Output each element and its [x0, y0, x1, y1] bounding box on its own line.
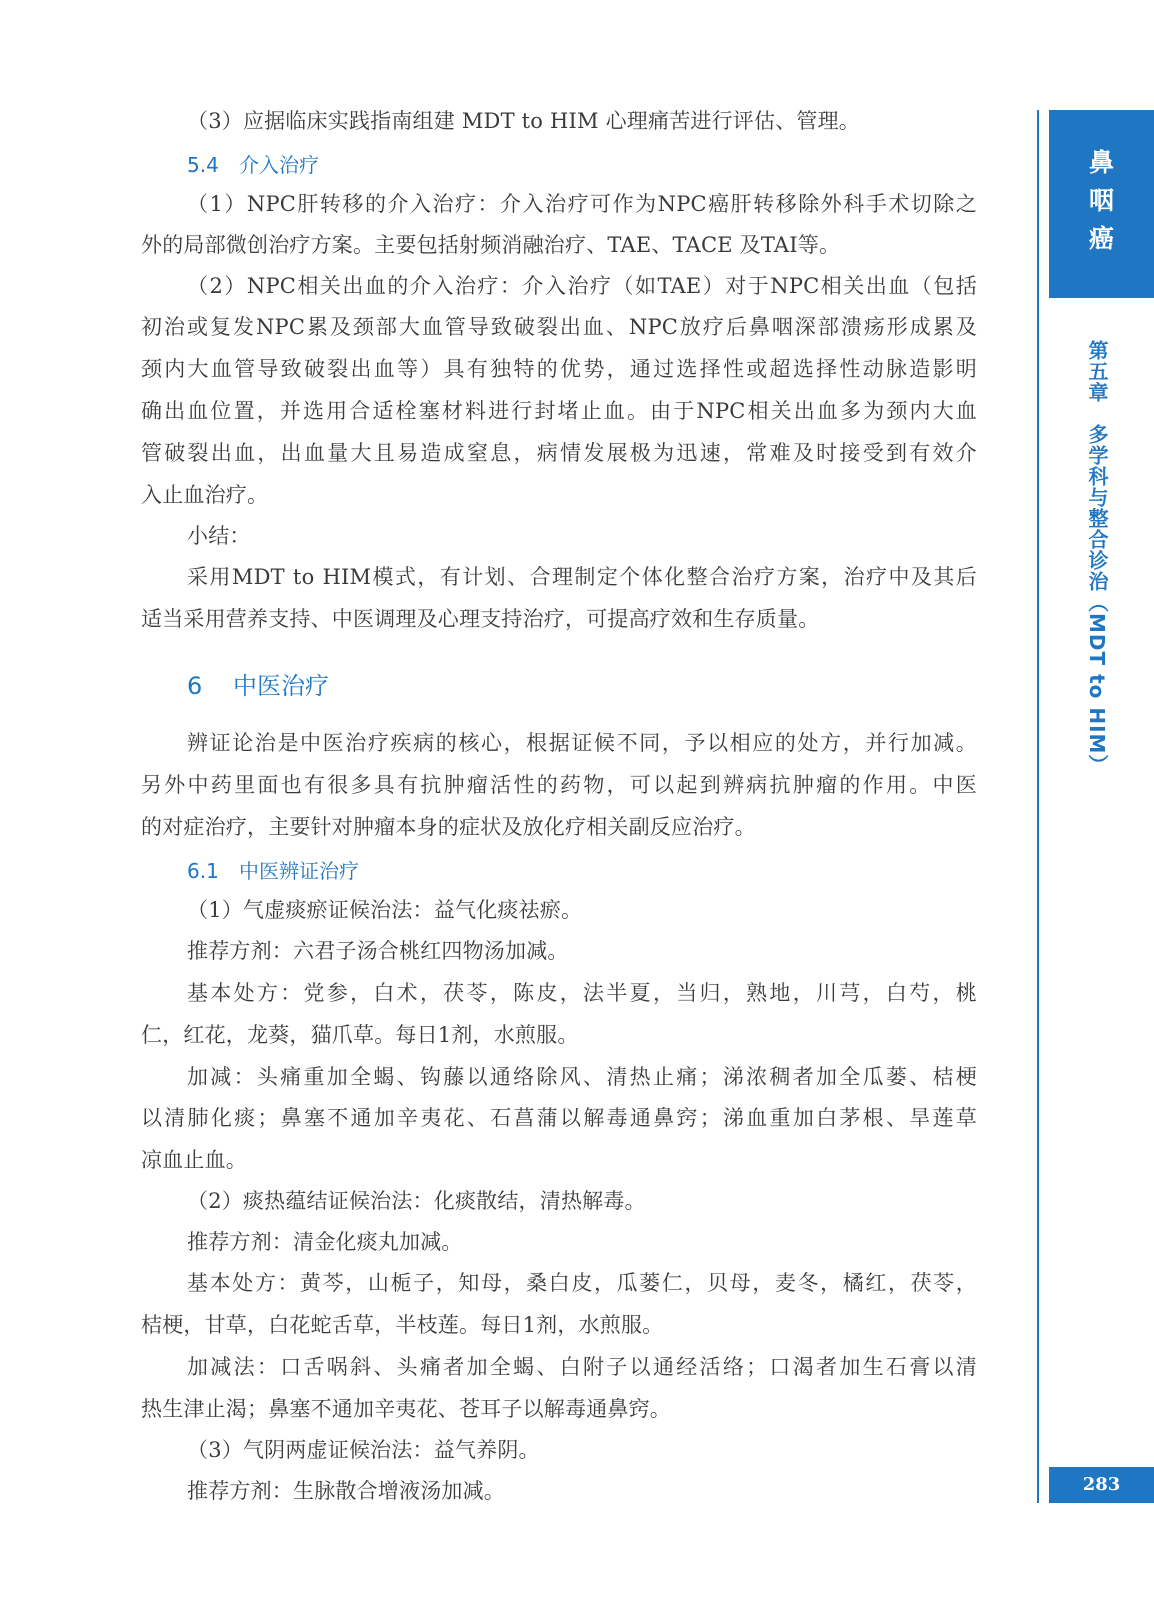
section-heading-5-4	[187, 149, 319, 178]
paragraph-line: 采用MDT to HIM模式，有计划、合理制定个体化整合治疗方案，治疗中及其后	[187, 565, 977, 589]
paragraph-line: 以清肺化痰；鼻塞不通加辛夷花、石菖蒲以解毒通鼻窍；涕血重加白茅根、旱莲草	[141, 1106, 977, 1130]
paragraph-line: （3）气阴两虚证候治法：益气养阴。	[187, 1438, 540, 1462]
margin-rule	[1037, 110, 1039, 1503]
paragraph-line: 颈内大血管导致破裂出血等）具有独特的优势，通过选择性或超选择性动脉造影明	[141, 357, 977, 381]
paragraph-line: 桔梗，甘草，白花蛇舌草，半枝莲。每日1剂，水煎服。	[141, 1313, 664, 1337]
paragraph-line: 确出血位置，并选用合适栓塞材料进行封堵止血。由于NPC相关出血多为颈内大血	[141, 399, 977, 423]
heading-number: 6	[187, 672, 203, 700]
paragraph-line: 基本处方：黄芩，山栀子，知母，桑白皮，瓜蒌仁，贝母，麦冬，橘红，茯苓，	[187, 1271, 977, 1295]
paragraph-line: 管破裂出血，出血量大且易造成窒息，病情发展极为迅速，常难及时接受到有效介	[141, 441, 977, 465]
section-heading-6-1	[187, 855, 359, 884]
paragraph-line: 辨证论治是中医治疗疾病的核心，根据证候不同，予以相应的处方，并行加减。	[187, 731, 977, 755]
chapter-title-close: ）	[1085, 754, 1109, 776]
paragraph-line: 推荐方剂：六君子汤合桃红四物汤加减。	[187, 939, 569, 963]
page-number: 283	[1049, 1467, 1154, 1503]
paragraph-line: 凉血止血。	[141, 1148, 247, 1172]
book-title-char: 癌	[1088, 224, 1114, 253]
chapter-title-vertical	[1080, 340, 1114, 775]
heading-number: 6.1	[187, 859, 219, 883]
paragraph-line: （3）应据临床实践指南组建 MDT to HIM 心理痛苦进行评估、管理。	[187, 109, 860, 133]
paragraph-line: 加减法：口舌㖞斜、头痛者加全蝎、白附子以通经活络；口渴者加生石膏以清	[187, 1355, 977, 1379]
heading-text: 介入治疗	[239, 153, 319, 177]
paragraph-line: （2）NPC相关出血的介入治疗：介入治疗（如TAE）对于NPC相关出血（包括	[187, 274, 977, 298]
book-title-char: 咽	[1088, 186, 1114, 215]
chapter-title-latin: MDT to HIM	[1085, 613, 1109, 755]
paragraph-line: 热生津止渴；鼻塞不通加辛夷花、苍耳子以解毒通鼻窍。	[141, 1397, 671, 1421]
paragraph-line: （2）痰热蕴结证候治法：化痰散结，清热解毒。	[187, 1189, 646, 1213]
paragraph-line: 另外中药里面也有很多具有抗肿瘤活性的药物，可以起到辨病抗肿瘤的作用。中医	[141, 773, 977, 797]
paragraph-line: 的对症治疗，主要针对肿瘤本身的症状及放化疗相关副反应治疗。	[141, 815, 756, 839]
paragraph-line: 推荐方剂：生脉散合增液汤加减。	[187, 1479, 505, 1503]
paragraph-line: 初治或复发NPC累及颈部大血管导致破裂出血、NPC放疗后鼻咽深部溃疡形成累及	[141, 315, 977, 339]
paragraph-line: 基本处方：党参，白术，茯苓，陈皮，法半夏，当归，熟地，川芎，白芍，桃	[187, 981, 977, 1005]
paragraph-line: 仁，红花，龙葵，猫爪草。每日1剂，水煎服。	[141, 1023, 579, 1047]
paragraph-line: （1）气虚痰瘀证候治法：益气化痰祛瘀。	[187, 898, 583, 922]
paragraph-line: 推荐方剂：清金化痰丸加减。	[187, 1230, 463, 1254]
paragraph-line: 入止血治疗。	[141, 483, 269, 507]
book-title-tab	[1049, 110, 1154, 298]
paragraph-line: 适当采用营养支持、中医调理及心理支持治疗，可提高疗效和生存质量。	[141, 607, 820, 631]
section-heading-6	[187, 666, 329, 701]
heading-text: 中医辨证治疗	[239, 859, 359, 883]
paragraph-line: （1）NPC肝转移的介入治疗：介入治疗可作为NPC癌肝转移除外科手术切除之	[187, 192, 977, 216]
book-title-char: 鼻	[1088, 148, 1114, 177]
heading-text: 中医治疗	[233, 672, 329, 700]
paragraph-line: 加减：头痛重加全蝎、钩藤以通络除风、清热止痛；涕浓稠者加全瓜蒌、桔梗	[187, 1065, 977, 1089]
heading-number: 5.4	[187, 153, 219, 177]
summary-label: 小结：	[187, 524, 251, 548]
paragraph-line: 外的局部微创治疗方案。主要包括射频消融治疗、TAE、TACE 及TAI等。	[141, 233, 841, 257]
chapter-title-cn: 第五章 多学科与整合诊治（	[1085, 340, 1109, 613]
